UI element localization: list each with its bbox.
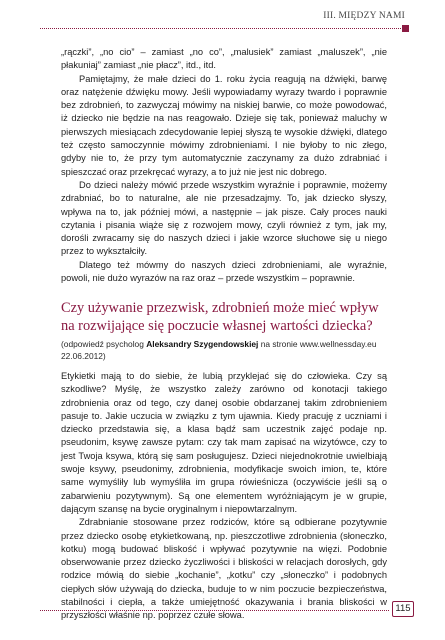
section-a-text: [61, 46, 387, 285]
source-prefix: (odpowiedź psycholog: [61, 339, 147, 349]
paragraph: „rączki”, „no cio” – zamiast „no co”, „malusiek” zamiast „maluszek”, „nie płakuniaj” zamiast „nie płacz”, itd., itd.: [61, 47, 387, 71]
top-dotted-rule: [40, 28, 405, 29]
decorative-square: [402, 25, 409, 32]
paragraph: Dlatego też mówmy do naszych dzieci zdrobnieniami, ale wyraźnie, powoli, nie dużo wyrazów na raz oraz – przede wszystkim – poprawnie.: [61, 259, 387, 284]
source-author: Aleksandry Szygendowskiej: [146, 339, 259, 349]
article-source: [61, 338, 391, 362]
running-head: III. MIĘDZY NAMI: [323, 11, 405, 21]
page-number: 115: [392, 601, 414, 617]
source-suffix: na stronie www.wellnessday.eu 22.06.2012): [61, 339, 377, 361]
paragraph: Pamiętajmy, że małe dzieci do 1. roku życia reagują na dźwięki, barwę oraz natężenie dźwięku mowy. Jeśli wypowiadamy wyrazy twardo i poprawnie bez zdrobnień, to zazwyczaj mówimy na niskiej barwie, co może powodować, iż dziecko nie będzie na nas reagowało. Dzieje się tak, ponieważ maluchy w pierwszych miesiącach zdecydowanie lepiej słyszą te wysokie dźwięki, dlatego też często samoczynnie mówimy zdrobnieniami. I nie byłoby to nic złego, gdyby nie to, że przy tym automatycznie zaczynamy za dużo zdrabniać i spieszczać oraz przekręcać wyrazy, a to już nie jest nic dobrego.: [61, 73, 387, 177]
paragraph: Do dzieci należy mówić przede wszystkim wyraźnie i poprawnie, możemy zdrabniać, bo to naturalne, ale nie przesadzajmy. To, jak dziecko słyszy, wpływa na to, jak później mówi, a następnie – jak pisze. Cały proces nauki czytania i pisania wiąże się z rozwojem mowy, czyli również z tym, jak my, dorośli zwracamy się do naszych dzieci i jakie wzorce słuchowe się u niego przez to wykształciły.: [61, 179, 387, 257]
article-heading: Czy używanie przezwisk, zdrobnień może mieć wpływ na rozwijające się poczucie własnej wartości dziecka?: [61, 300, 379, 334]
section-b-text: [61, 370, 387, 623]
bottom-dotted-rule: [40, 610, 389, 611]
paragraph: Etykietki mają to do siebie, że lubią przyklejać się do człowieka. Czy są szkodliwe? Myślę, że wszystko zależy zarówno od konotacji takiego zdrobnienia oraz od tego, czy danej osobie obdarzanej takim zdrobnieniem pasuje to. Jakie uczucia w związku z tym ujawnia. Kiedy pracuję z uczniami i dziecko przedstawia się, a klasa bądź sam uczestnik zajęć podaje np. pseudonim, ksywę zawsze pytam: czy tak mam zapisać na wizytówce, czy to jest Twoja ksywa, którą się sam posługujesz. Dzieci niejednokrotnie uwielbiają swoje ksywy, pseudonimy, zdrobnienia, modyfikacje swoich imion, te, które same wymyśliły lub wymyśliła im grupa rówieśnicza (oczywiście jeśli są o zabarwieniu pozytywnym). Są one elementem wyróżniającym je w grupie, dającym szansę na bycie oryginalnym i niepowtarzalnym.: [61, 371, 387, 514]
paragraph: Zdrabnianie stosowane przez rodziców, które są odbierane pozytywnie przez dziecko osobę etykietkowaną, np. pieszczotliwe zdrobnienia (słoneczko, kotku) mogą budować bliskość i wpływać pozytywnie na więzi. Podobnie obserwowanie przez dziecko życzliwości i bliskości w relacjach dorosłych, gdy rodzice mówią do siebie „kochanie”, „kotku” czy „słoneczko” i podobnych ciepłych słów używają do dziecka, buduje to w nim poczucie bezpieczeństwa, stabilności i ciepła, a także umiejętność okazywania i brania bliskości w przyszłości właśnie np. poprzez czułe słowa.: [61, 517, 387, 621]
